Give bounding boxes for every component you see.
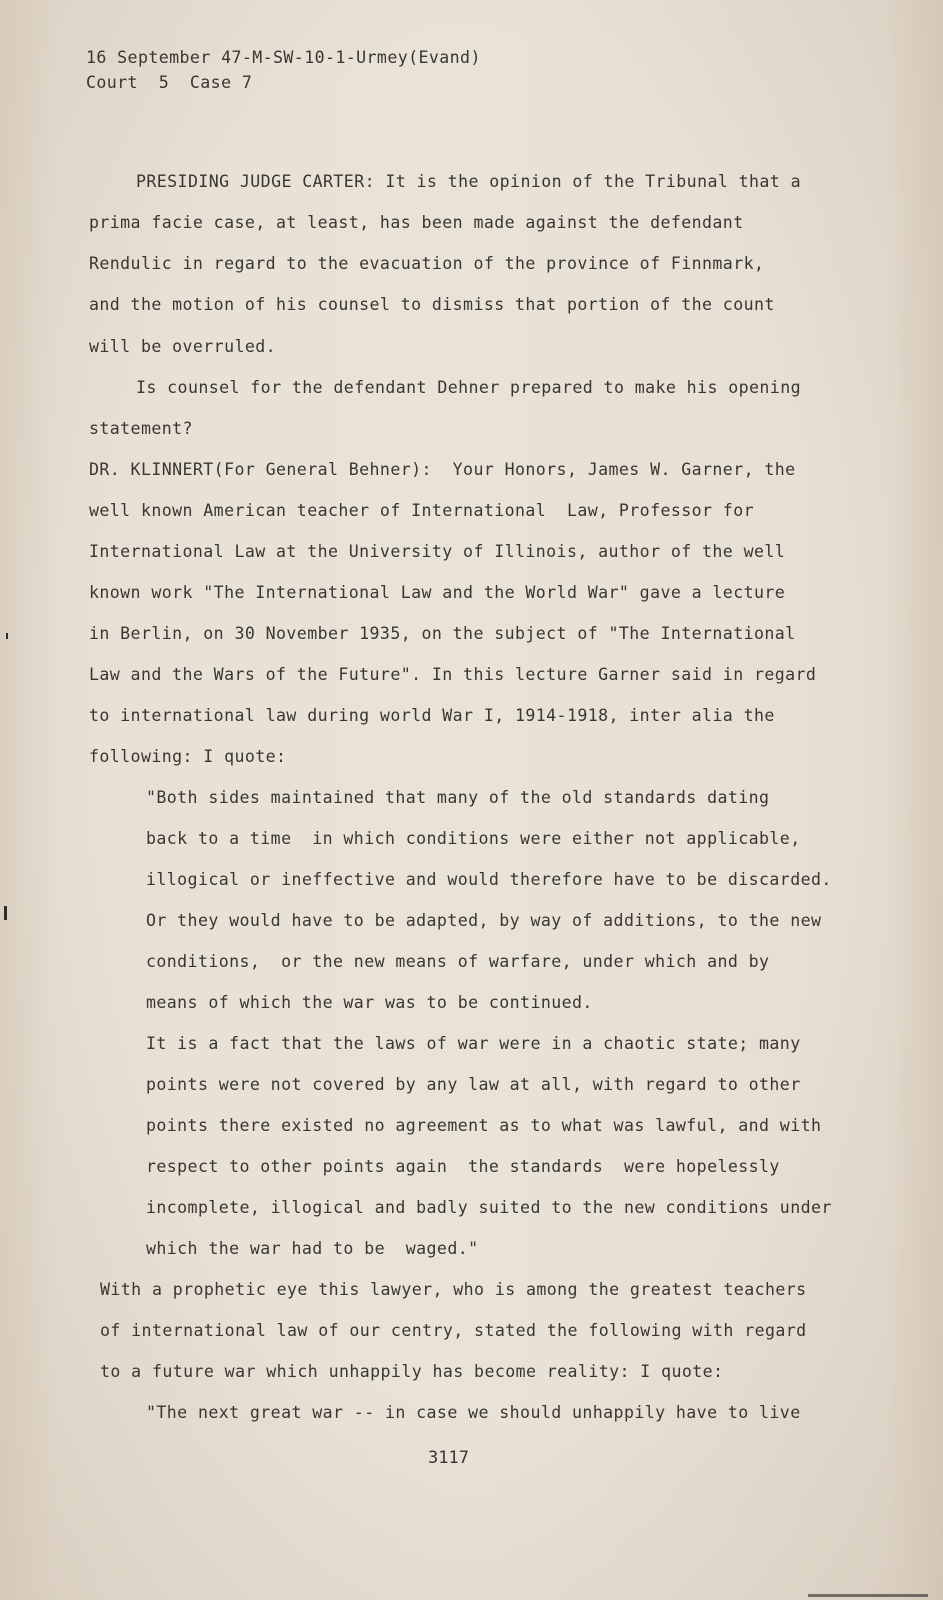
body-line: Is counsel for the defendant Dehner prepared to make his opening	[136, 378, 801, 397]
body-line: well known American teacher of International Law, Professor for	[89, 501, 754, 520]
quote-line: It is a fact that the laws of war were in a chaotic state; many	[146, 1034, 801, 1053]
quote-line: illogical or ineffective and would therefore have to be discarded.	[146, 870, 832, 889]
quote-line: "The next great war -- in case we should unhappily have to live	[146, 1403, 801, 1422]
quote-line: incomplete, illogical and badly suited to the new conditions under	[146, 1198, 832, 1217]
body-line: following: I quote:	[89, 747, 287, 766]
body-line: of international law of our centry, stated the following with regard	[100, 1321, 807, 1340]
body-line: statement?	[89, 419, 193, 438]
quote-line: points there existed no agreement as to what was lawful, and with	[146, 1116, 822, 1135]
body-line: in Berlin, on 30 November 1935, on the subject of "The International	[89, 624, 796, 643]
quote-line: respect to other points again the standards were hopelessly	[146, 1157, 780, 1176]
body-line: and the motion of his counsel to dismiss that portion of the count	[89, 295, 775, 314]
body-line: prima facie case, at least, has been made against the defendant	[89, 213, 744, 232]
body-line: With a prophetic eye this lawyer, who is among the greatest teachers	[100, 1280, 807, 1299]
body-line: known work "The International Law and the World War" gave a lecture	[89, 583, 786, 602]
page-number: 3117	[428, 1448, 469, 1468]
body-line: Law and the Wars of the Future". In this lecture Garner said in regard	[89, 665, 817, 684]
quote-line: "Both sides maintained that many of the old standards dating	[146, 788, 770, 807]
quote-line: points were not covered by any law at all, with regard to other	[146, 1075, 801, 1094]
body-line: to international law during world War I, 1914-1918, inter alia the	[89, 706, 775, 725]
quote-line: back to a time in which conditions were either not applicable,	[146, 829, 801, 848]
scan-mark-left-small	[6, 633, 8, 639]
body-line: DR. KLINNERT(For General Behner): Your Honors, James W. Garner, the	[89, 460, 796, 479]
quote-line: conditions, or the new means of warfare, under which and by	[146, 952, 770, 971]
body-line: Rendulic in regard to the evacuation of the province of Finnmark,	[89, 254, 765, 273]
quote-line: means of which the war was to be continued.	[146, 993, 593, 1012]
header-line-1: 16 September 47-M-SW-10-1-Urmey(Evand)	[86, 48, 481, 67]
scan-mark-bottom	[808, 1594, 928, 1597]
body-line: to a future war which unhappily has become reality: I quote:	[100, 1362, 724, 1381]
header-line-2: Court 5 Case 7	[86, 73, 253, 92]
body-line: International Law at the University of Illinois, author of the well	[89, 542, 786, 561]
scan-mark-left	[4, 906, 7, 920]
quote-line: which the war had to be waged."	[146, 1239, 479, 1258]
body-line: will be overruled.	[89, 337, 277, 356]
quote-line: Or they would have to be adapted, by way of additions, to the new	[146, 911, 822, 930]
body-line: PRESIDING JUDGE CARTER: It is the opinion of the Tribunal that a	[136, 172, 801, 191]
